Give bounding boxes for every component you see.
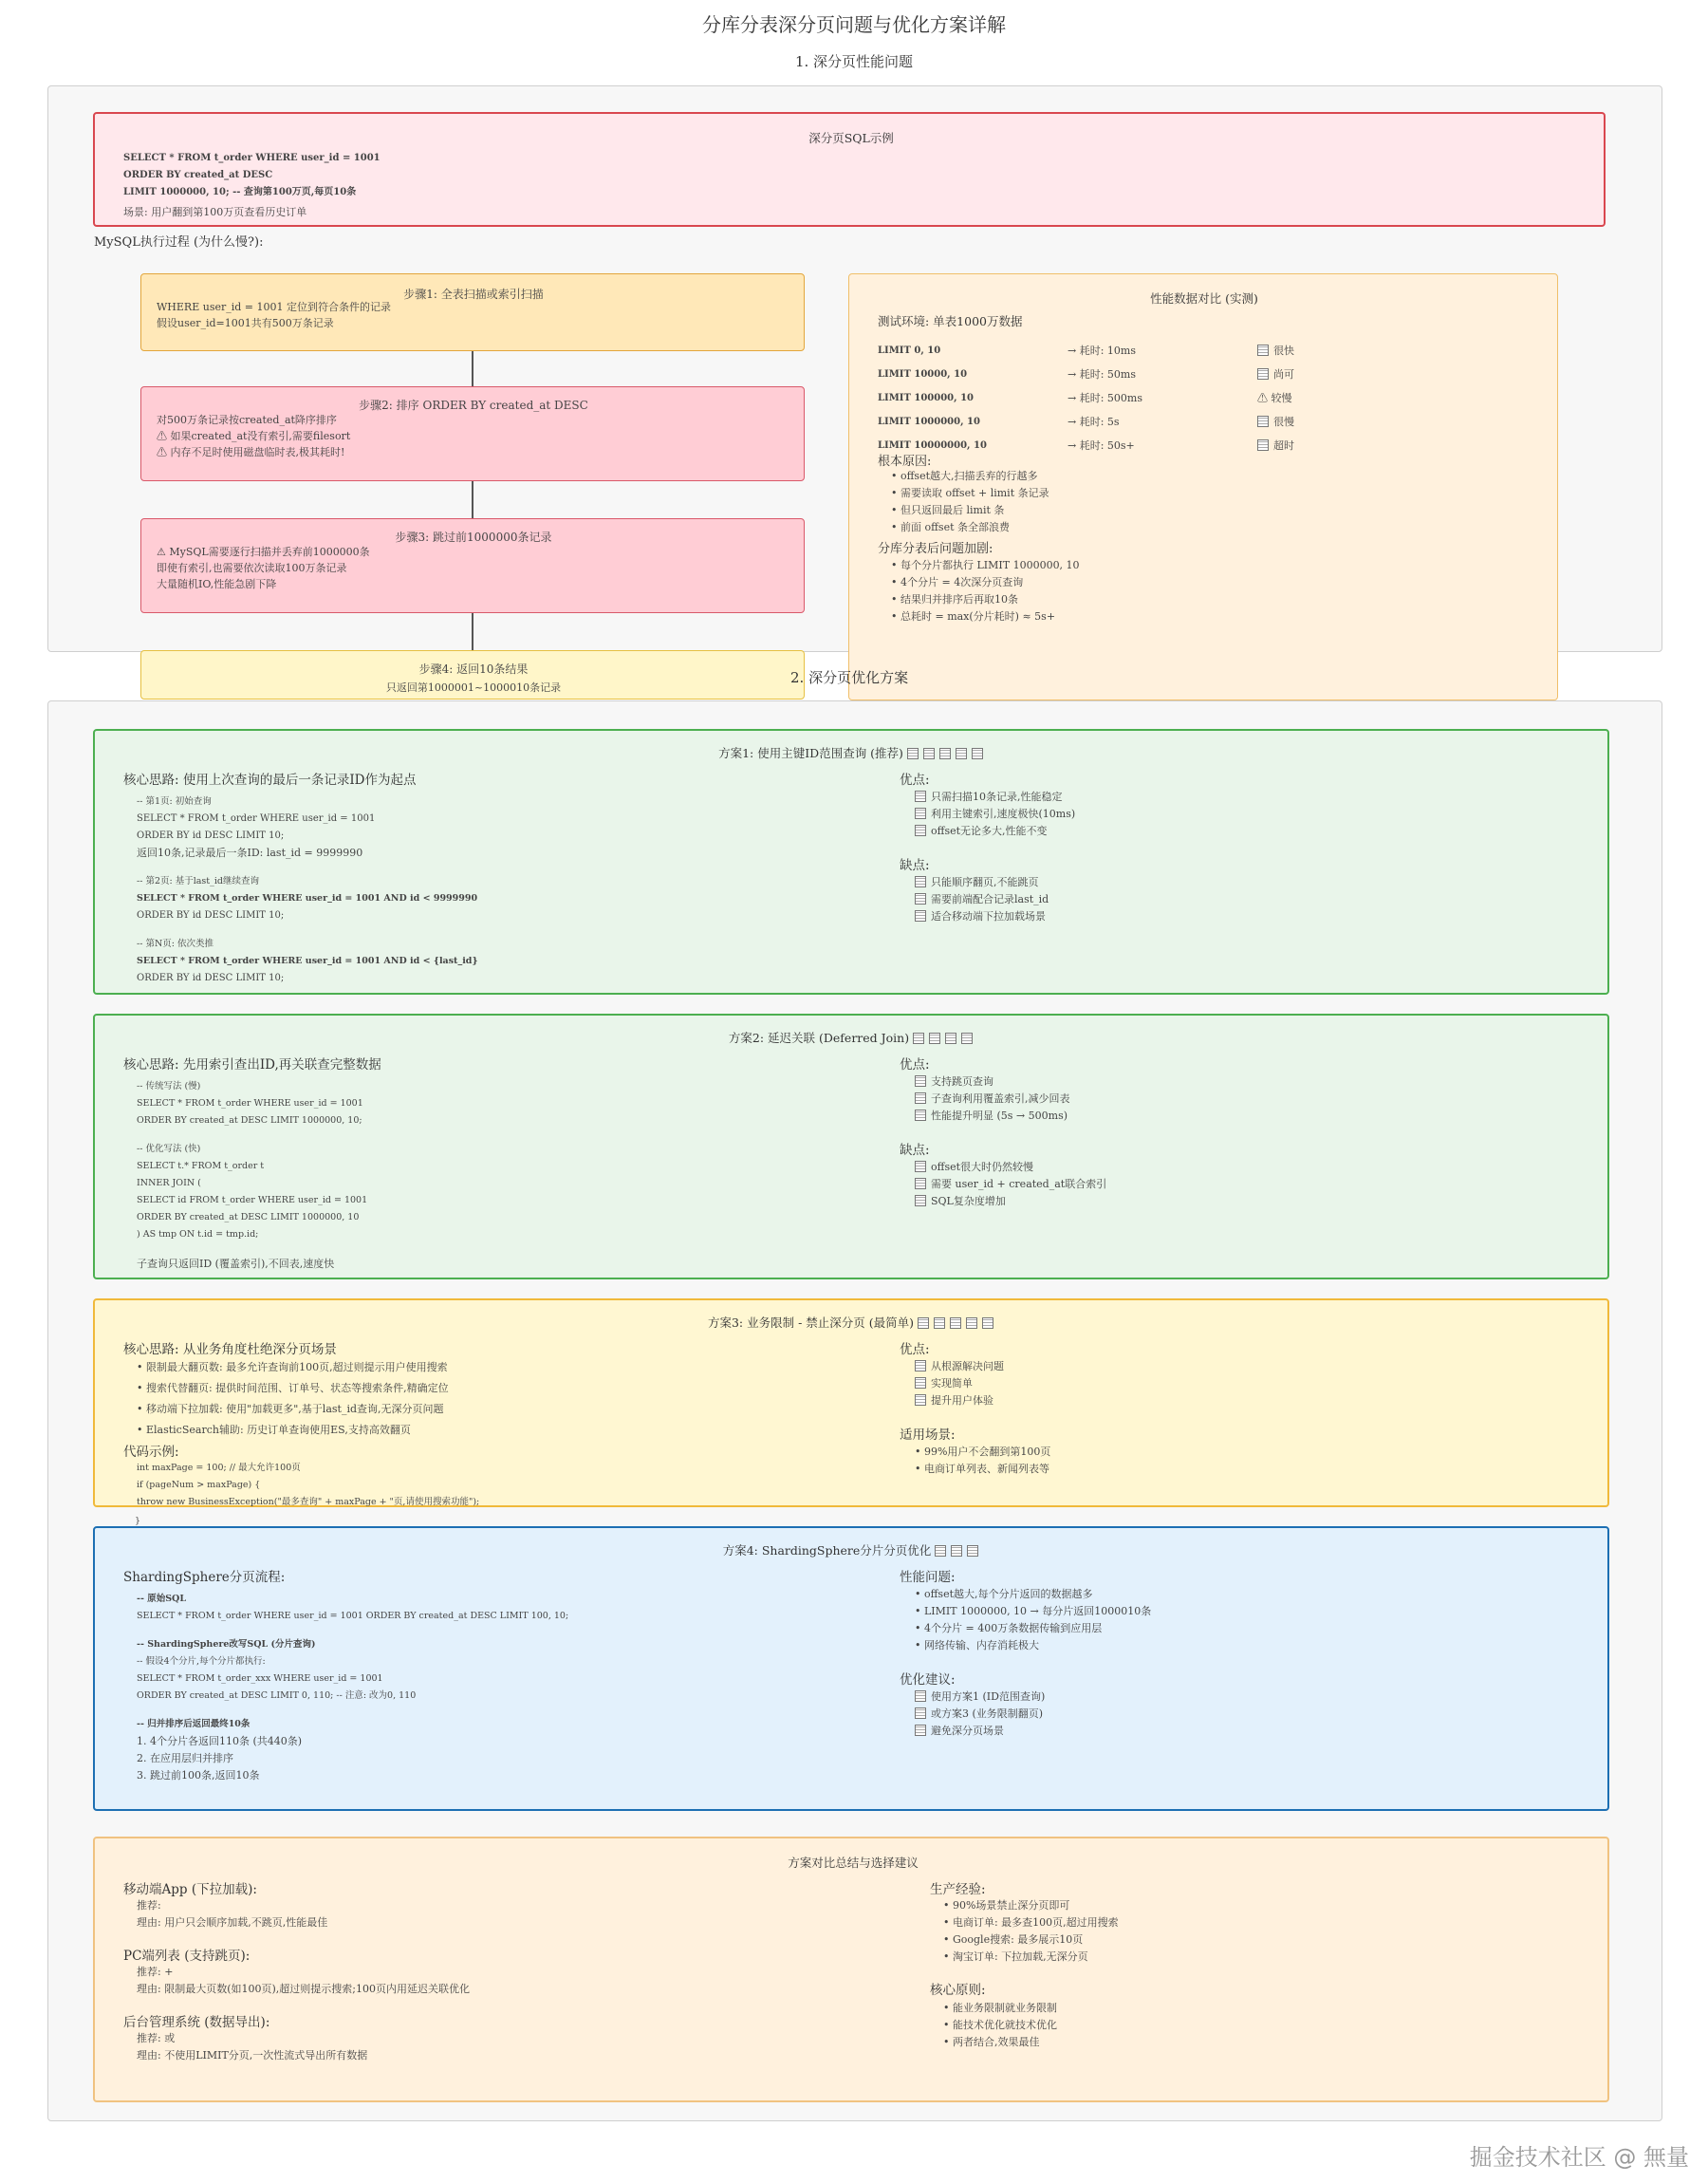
code-line: -- ShardingSphere改写SQL (分片查询) bbox=[137, 1639, 316, 1650]
flow-arrow bbox=[472, 613, 473, 651]
code-line: 1. 4个分片各返回110条 (共440条) bbox=[137, 1735, 303, 1747]
shard-issue-title: 分库分表后问题加剧: bbox=[878, 542, 993, 556]
section1-title: 1. 深分页性能问题 bbox=[794, 53, 914, 70]
code-line: SELECT t.* FROM t_order t bbox=[137, 1161, 265, 1171]
code-line: 2. 在应用层归并排序 bbox=[137, 1752, 233, 1764]
plan2-core: 核心思路: 先用索引查出ID,再关联查完整数据 bbox=[123, 1057, 381, 1073]
code-line: throw new BusinessException("最多查询" + maxPage + "页,请使用搜索功能"); bbox=[137, 1497, 480, 1507]
principle-item: • 能业务限制就业务限制 bbox=[943, 2002, 1057, 2014]
plan3-bullet: • 移动端下拉加载: 使用"加载更多",基于last_id查询,无深分页问题 bbox=[137, 1403, 444, 1415]
shard-issue-item: • 总耗时 = max(分片耗时) ≈ 5s+ bbox=[891, 610, 1056, 623]
plan4-flow-title: ShardingSphere分页流程: bbox=[123, 1570, 286, 1585]
emoji-icon bbox=[956, 748, 967, 759]
perf-time: → 耗时: 50ms bbox=[1068, 368, 1136, 381]
emoji-icon bbox=[918, 1317, 929, 1329]
sql-scene: 场景: 用户翻到第100万页查看历史订单 bbox=[123, 206, 307, 218]
plan2-box bbox=[93, 1014, 1609, 1279]
sql-example-title: 深分页SQL示例 bbox=[808, 131, 894, 145]
step-line: 即使有索引,也需要依次读取100万条记录 bbox=[157, 562, 347, 574]
emoji-icon bbox=[945, 1033, 956, 1044]
pros-item: 支持跳页查询 bbox=[915, 1075, 993, 1089]
emoji-icon bbox=[950, 1317, 961, 1329]
section2-title: 2. 深分页优化方案 bbox=[790, 669, 909, 686]
cons-item: 适合移动端下拉加载场景 bbox=[915, 910, 1046, 924]
pros-item: 只需扫描10条记录,性能稳定 bbox=[915, 791, 1063, 804]
advice-item: 或方案3 (业务限制翻页) bbox=[915, 1707, 1043, 1721]
perf-query: LIMIT 100000, 10 bbox=[878, 393, 975, 403]
cross-icon bbox=[915, 1178, 926, 1189]
advice-item: 避免深分页场景 bbox=[915, 1725, 1004, 1738]
emoji-icon bbox=[929, 1033, 940, 1044]
step-line: ⚠ 如果created_at没有索引,需要filesort bbox=[157, 430, 351, 442]
step-line: ⚠ 内存不足时使用磁盘临时表,极其耗时! bbox=[157, 446, 345, 458]
emoji-icon bbox=[923, 748, 935, 759]
perf-issue-title: 性能问题: bbox=[900, 1570, 956, 1585]
watermark: 掘金技术社区 @ 無量 bbox=[1469, 2144, 1689, 2171]
emoji-icon bbox=[966, 1317, 977, 1329]
step4-box bbox=[140, 650, 805, 700]
emoji-icon bbox=[934, 1317, 945, 1329]
step2-box bbox=[140, 386, 805, 481]
code-line: -- 假设4个分片,每个分片都执行: bbox=[137, 1656, 266, 1667]
cross-icon bbox=[915, 910, 926, 922]
emoji-icon bbox=[939, 748, 951, 759]
step-title: 步骤1: 全表扫描或索引扫描 bbox=[403, 288, 544, 301]
cross-icon bbox=[915, 876, 926, 887]
sql-line: ORDER BY created_at DESC bbox=[123, 170, 273, 180]
shard-issue-item: • 结果归并排序后再取10条 bbox=[891, 593, 1018, 606]
perf-status: 超时 bbox=[1257, 439, 1294, 453]
cons-item: offset很大时仍然较慢 bbox=[915, 1161, 1033, 1174]
check-icon bbox=[915, 1707, 926, 1719]
principle-title: 核心原则: bbox=[930, 1983, 986, 1998]
sql-line: SELECT * FROM t_order WHERE user_id = 1001 bbox=[123, 153, 381, 163]
experience-item: • 90%场景禁止深分页即可 bbox=[943, 1899, 1070, 1912]
cons-title: 缺点: bbox=[900, 858, 930, 873]
plan1-title: 方案1: 使用主键ID范围查询 (推荐) bbox=[95, 744, 1611, 761]
plan1-core: 核心思路: 使用上次查询的最后一条记录ID作为起点 bbox=[123, 773, 417, 788]
plan2-title: 方案2: 延迟关联 (Deferred Join) bbox=[95, 1029, 1611, 1046]
root-cause-item: • 前面 offset 条全部浪费 bbox=[891, 521, 1010, 533]
perf-query: LIMIT 1000000, 10 bbox=[878, 417, 980, 427]
pros-item: 实现简单 bbox=[915, 1377, 973, 1390]
check-icon bbox=[915, 791, 926, 802]
pros-item: 性能提升明显 (5s → 500ms) bbox=[915, 1110, 1068, 1123]
principle-item: • 能技术优化就技术优化 bbox=[943, 2019, 1057, 2031]
perf-issue-item: • 网络传输、内存消耗极大 bbox=[915, 1639, 1039, 1651]
plan3-box bbox=[93, 1298, 1609, 1507]
scene-item: • 电商订单列表、新闻列表等 bbox=[915, 1463, 1049, 1475]
step-line: 只返回第1000001~1000010条记录 bbox=[385, 681, 562, 694]
code-line: ) AS tmp ON t.id = tmp.id; bbox=[137, 1229, 259, 1240]
plan1-box bbox=[93, 729, 1609, 995]
root-cause-item: • 需要读取 offset + limit 条记录 bbox=[891, 487, 1049, 499]
code-line: SELECT * FROM t_order WHERE user_id = 1001 bbox=[137, 813, 376, 824]
plan3-bullet: • 搜索代替翻页: 提供时间范围、订单号、状态等搜索条件,精确定位 bbox=[137, 1382, 449, 1394]
perf-query: LIMIT 10000000, 10 bbox=[878, 440, 987, 451]
code-line: ORDER BY created_at DESC LIMIT 1000000, 10; bbox=[137, 1115, 362, 1126]
emoji-icon bbox=[972, 748, 983, 759]
cons-item: 需要前端配合记录last_id bbox=[915, 893, 1049, 906]
plan3-bullet: • ElasticSearch辅助: 历史订单查询使用ES,支持高效翻页 bbox=[137, 1424, 411, 1436]
step-line: 对500万条记录按created_at降序排序 bbox=[157, 414, 337, 426]
advice-title: 优化建议: bbox=[900, 1672, 956, 1688]
emoji-icon bbox=[967, 1545, 978, 1557]
code-line: 3. 跳过前100条,返回10条 bbox=[137, 1769, 260, 1782]
code-line: SELECT * FROM t_order WHERE user_id = 1001 ORDER BY created_at DESC LIMIT 100, 10; bbox=[137, 1611, 569, 1621]
status-icon bbox=[1257, 416, 1269, 427]
code-line-overflow: } bbox=[135, 1516, 141, 1526]
summary-case-title: PC端列表 (支持跳页): bbox=[123, 1949, 251, 1964]
experience-title: 生产经验: bbox=[930, 1882, 986, 1897]
step-line: 大量随机IO,性能急剧下降 bbox=[157, 578, 277, 590]
code-line: ORDER BY created_at DESC LIMIT 0, 110; -- 注意: 改为0, 110 bbox=[137, 1690, 417, 1701]
check-icon bbox=[915, 1075, 926, 1087]
summary-box bbox=[93, 1837, 1609, 2102]
summary-case-reason: 理由: 限制最大页数(如100页),超过则提示搜索;100页内用延迟关联优化 bbox=[137, 1983, 470, 1995]
code-line: -- 第2页: 基于last_id继续查询 bbox=[137, 876, 259, 886]
plan3-title: 方案3: 业务限制 - 禁止深分页 (最简单) bbox=[95, 1314, 1611, 1331]
perf-env: 测试环境: 单表1000万数据 bbox=[878, 314, 1023, 328]
code-line: INNER JOIN ( bbox=[137, 1178, 201, 1188]
summary-case-rec: 推荐: bbox=[137, 1899, 161, 1912]
perf-title: 性能数据对比 (实测) bbox=[1150, 291, 1258, 306]
root-cause-item: • 但只返回最后 limit 条 bbox=[891, 504, 1005, 516]
step-title: 步骤2: 排序 ORDER BY created_at DESC bbox=[359, 399, 588, 412]
step-title: 步骤4: 返回10条结果 bbox=[418, 662, 529, 676]
sql-example-box bbox=[93, 112, 1606, 227]
code-line: -- 第1页: 初始查询 bbox=[137, 796, 212, 807]
pros-item: 利用主键索引,速度极快(10ms) bbox=[915, 808, 1075, 821]
pros-title: 优点: bbox=[900, 1342, 930, 1357]
cons-title: 缺点: bbox=[900, 1143, 930, 1158]
code-line: -- 传统写法 (慢) bbox=[137, 1081, 201, 1092]
check-icon bbox=[915, 1690, 926, 1702]
code-line: ORDER BY id DESC LIMIT 10; bbox=[137, 830, 285, 841]
code-line: SELECT * FROM t_order_xxx WHERE user_id = 1001 bbox=[137, 1673, 383, 1684]
summary-case-rec: 推荐: + bbox=[137, 1966, 174, 1978]
code-line: int maxPage = 100; // 最大允许100页 bbox=[137, 1463, 301, 1473]
perf-status: ⚠ 较慢 bbox=[1257, 392, 1292, 404]
root-cause-item: • offset越大,扫描丢弃的行越多 bbox=[891, 470, 1038, 482]
step-line: ⚠ MySQL需要逐行扫描并丢弃前1000000条 bbox=[157, 546, 370, 558]
cons-item: 只能顺序翻页,不能跳页 bbox=[915, 876, 1039, 889]
step-title: 步骤3: 跳过前1000000条记录 bbox=[395, 531, 552, 544]
perf-panel bbox=[848, 273, 1558, 700]
experience-item: • 电商订单: 最多查100页,超过用搜索 bbox=[943, 1916, 1119, 1929]
summary-case-rec: 推荐: 或 bbox=[137, 2032, 176, 2044]
check-icon bbox=[915, 808, 926, 819]
code-line: SELECT * FROM t_order WHERE user_id = 1001 AND id < 9999990 bbox=[137, 893, 478, 904]
pros-title: 优点: bbox=[900, 773, 930, 788]
perf-time: → 耗时: 50s+ bbox=[1068, 439, 1135, 452]
emoji-icon bbox=[913, 1033, 924, 1044]
code-line: -- 优化写法 (快) bbox=[137, 1144, 201, 1154]
status-icon bbox=[1257, 368, 1269, 380]
flow-arrow bbox=[472, 481, 473, 519]
perf-query: LIMIT 10000, 10 bbox=[878, 369, 968, 380]
cons-item: SQL复杂度增加 bbox=[915, 1195, 1006, 1208]
perf-issue-item: • offset越大,每个分片返回的数据越多 bbox=[915, 1588, 1093, 1600]
emoji-icon bbox=[982, 1317, 993, 1329]
check-icon bbox=[915, 1725, 926, 1736]
scene-item: • 99%用户不会翻到第100页 bbox=[915, 1446, 1051, 1458]
code-line: ORDER BY id DESC LIMIT 10; bbox=[137, 973, 285, 983]
plan3-core: 核心思路: 从业务角度杜绝深分页场景 bbox=[123, 1342, 337, 1357]
step1-box bbox=[140, 273, 805, 351]
pros-item: 提升用户体验 bbox=[915, 1394, 993, 1408]
flow-arrow bbox=[472, 351, 473, 387]
perf-time: → 耗时: 10ms bbox=[1068, 345, 1136, 357]
summary-case-reason: 理由: 不使用LIMIT分页,一次性流式导出所有数据 bbox=[137, 2049, 368, 2062]
scene-title: 适用场景: bbox=[900, 1427, 956, 1443]
code-line: SELECT id FROM t_order WHERE user_id = 1001 bbox=[137, 1195, 368, 1205]
principle-item: • 两者结合,效果最佳 bbox=[943, 2036, 1040, 2048]
summary-title: 方案对比总结与选择建议 bbox=[788, 1856, 919, 1870]
check-icon bbox=[915, 1110, 926, 1121]
experience-item: • Google搜索: 最多展示10页 bbox=[943, 1933, 1084, 1946]
perf-status: 很慢 bbox=[1257, 416, 1294, 429]
perf-time: → 耗时: 500ms bbox=[1068, 392, 1142, 404]
status-icon bbox=[1257, 345, 1269, 356]
cross-icon bbox=[915, 1195, 926, 1206]
summary-case-title: 移动端App (下拉加载): bbox=[123, 1882, 257, 1897]
cons-item: 需要 user_id + created_at联合索引 bbox=[915, 1178, 1106, 1191]
code-line: ORDER BY created_at DESC LIMIT 1000000, 10 bbox=[137, 1212, 360, 1222]
pros-item: 子查询利用覆盖索引,减少回表 bbox=[915, 1092, 1070, 1106]
check-icon bbox=[915, 825, 926, 836]
code-line: SELECT * FROM t_order WHERE user_id = 1001 bbox=[137, 1098, 363, 1109]
check-icon bbox=[915, 1360, 926, 1371]
emoji-icon bbox=[961, 1033, 973, 1044]
experience-item: • 淘宝订单: 下拉加载,无深分页 bbox=[943, 1950, 1088, 1963]
code-line: -- 第N页: 依次类推 bbox=[137, 939, 214, 949]
code-line: -- 归并排序后返回最终10条 bbox=[137, 1719, 251, 1729]
sql-line: LIMIT 1000000, 10; -- 查询第100万页,每页10条 bbox=[123, 187, 357, 197]
plan4-title: 方案4: ShardingSphere分片分页优化 bbox=[95, 1541, 1611, 1558]
emoji-icon bbox=[951, 1545, 962, 1557]
step3-box bbox=[140, 518, 805, 613]
status-icon bbox=[1257, 439, 1269, 451]
plan4-box bbox=[93, 1526, 1609, 1811]
code-line: -- 原始SQL bbox=[137, 1594, 187, 1604]
perf-time: → 耗时: 5s bbox=[1068, 416, 1120, 428]
root-cause-title: 根本原因: bbox=[878, 455, 932, 469]
perf-query: LIMIT 0, 10 bbox=[878, 345, 941, 356]
shard-issue-item: • 4个分片 = 4次深分页查询 bbox=[891, 576, 1024, 588]
mysql-process-label: MySQL执行过程 (为什么慢?): bbox=[94, 235, 264, 250]
perf-status: 尚可 bbox=[1257, 368, 1294, 382]
cross-icon bbox=[915, 893, 926, 905]
perf-issue-item: • LIMIT 1000000, 10 → 每分片返回1000010条 bbox=[915, 1605, 1152, 1617]
code-line: ORDER BY id DESC LIMIT 10; bbox=[137, 910, 285, 921]
summary-case-reason: 理由: 用户只会顺序加载,不跳页,性能最佳 bbox=[137, 1916, 328, 1929]
pros-item: offset无论多大,性能不变 bbox=[915, 825, 1048, 838]
code-line: 返回10条,记录最后一条ID: last_id = 9999990 bbox=[137, 847, 363, 859]
pros-item: 从根源解决问题 bbox=[915, 1360, 1004, 1373]
check-icon bbox=[915, 1394, 926, 1406]
step-line: 假设user_id=1001共有500万条记录 bbox=[157, 317, 334, 329]
page-title: 分库分表深分页问题与优化方案详解 bbox=[702, 13, 1006, 36]
plan3-bullet: • 限制最大翻页数: 最多允许查询前100页,超过则提示用户使用搜索 bbox=[137, 1361, 448, 1373]
code-example-title: 代码示例: bbox=[123, 1445, 179, 1460]
summary-case-title: 后台管理系统 (数据导出): bbox=[123, 2015, 270, 2030]
check-icon bbox=[915, 1377, 926, 1389]
step-line: WHERE user_id = 1001 定位到符合条件的记录 bbox=[157, 301, 391, 313]
perf-issue-item: • 4个分片 = 400万条数据传输到应用层 bbox=[915, 1622, 1103, 1634]
code-line: if (pageNum > maxPage) { bbox=[137, 1480, 261, 1490]
code-line: SELECT * FROM t_order WHERE user_id = 1001 AND id < {last_id} bbox=[137, 956, 478, 966]
pros-title: 优点: bbox=[900, 1057, 930, 1073]
emoji-icon bbox=[935, 1545, 946, 1557]
check-icon bbox=[915, 1092, 926, 1104]
emoji-icon bbox=[907, 748, 919, 759]
advice-item: 使用方案1 (ID范围查询) bbox=[915, 1690, 1045, 1704]
perf-status: 很快 bbox=[1257, 345, 1294, 358]
plan2-note: 子查询只返回ID (覆盖索引),不回表,速度快 bbox=[137, 1258, 335, 1270]
cross-icon bbox=[915, 1161, 926, 1172]
shard-issue-item: • 每个分片都执行 LIMIT 1000000, 10 bbox=[891, 559, 1080, 571]
